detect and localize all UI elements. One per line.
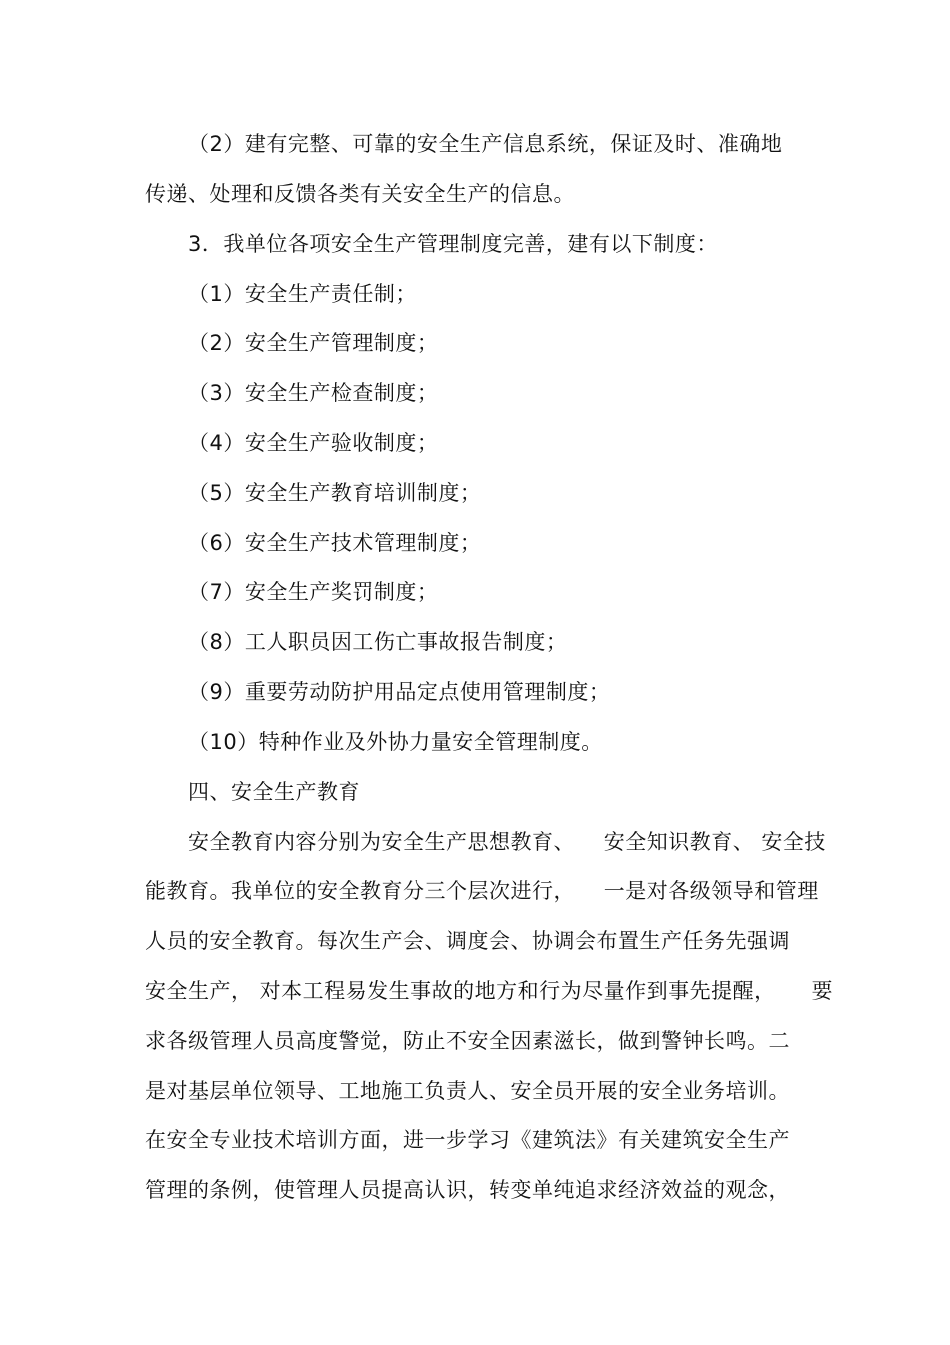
section-heading: 四、安全生产教育 bbox=[188, 780, 360, 804]
paragraph-line: 人员的安全教育。每次生产会、调度会、协调会布置生产任务先强调 bbox=[145, 929, 790, 953]
paragraph-line: 安全生产， 对本工程易发生事故的地方和行为尽量作到事先提醒， 要 bbox=[145, 979, 834, 1003]
list-item: （5）安全生产教育培训制度； bbox=[188, 481, 482, 505]
list-item: （4）安全生产验收制度； bbox=[188, 431, 439, 455]
paragraph-line: （2）建有完整、可靠的安全生产信息系统，保证及时、准确地 bbox=[188, 132, 783, 156]
paragraph-line: 3．我单位各项安全生产管理制度完善，建有以下制度： bbox=[188, 232, 718, 256]
list-item: （2）安全生产管理制度； bbox=[188, 331, 439, 355]
list-item: （7）安全生产奖罚制度； bbox=[188, 580, 439, 604]
list-item: （9）重要劳动防护用品定点使用管理制度； bbox=[188, 680, 611, 704]
list-item: （6）安全生产技术管理制度； bbox=[188, 531, 482, 555]
list-item: （1）安全生产责任制； bbox=[188, 282, 417, 306]
paragraph-line: 是对基层单位领导、工地施工负责人、安全员开展的安全业务培训。 bbox=[145, 1079, 790, 1103]
paragraph-line: 在安全专业技术培训方面，进一步学习《建筑法》有关建筑安全生产 bbox=[145, 1128, 790, 1152]
list-item: （3）安全生产检查制度； bbox=[188, 381, 439, 405]
paragraph-line: 安全教育内容分别为安全生产思想教育、 安全知识教育、 安全技 bbox=[188, 830, 826, 854]
list-item: （10）特种作业及外协力量安全管理制度。 bbox=[188, 730, 603, 754]
paragraph-line: 能教育。我单位的安全教育分三个层次进行， 一是对各级领导和管理 bbox=[145, 879, 819, 903]
list-item: （8）工人职员因工伤亡事故报告制度； bbox=[188, 630, 568, 654]
paragraph-line: 传递、处理和反馈各类有关安全生产的信息。 bbox=[145, 182, 575, 206]
paragraph-line: 管理的条例，使管理人员提高认识，转变单纯追求经济效益的观念， bbox=[145, 1178, 790, 1202]
paragraph-line: 求各级管理人员高度警觉，防止不安全因素滋长，做到警钟长鸣。二 bbox=[145, 1029, 790, 1053]
